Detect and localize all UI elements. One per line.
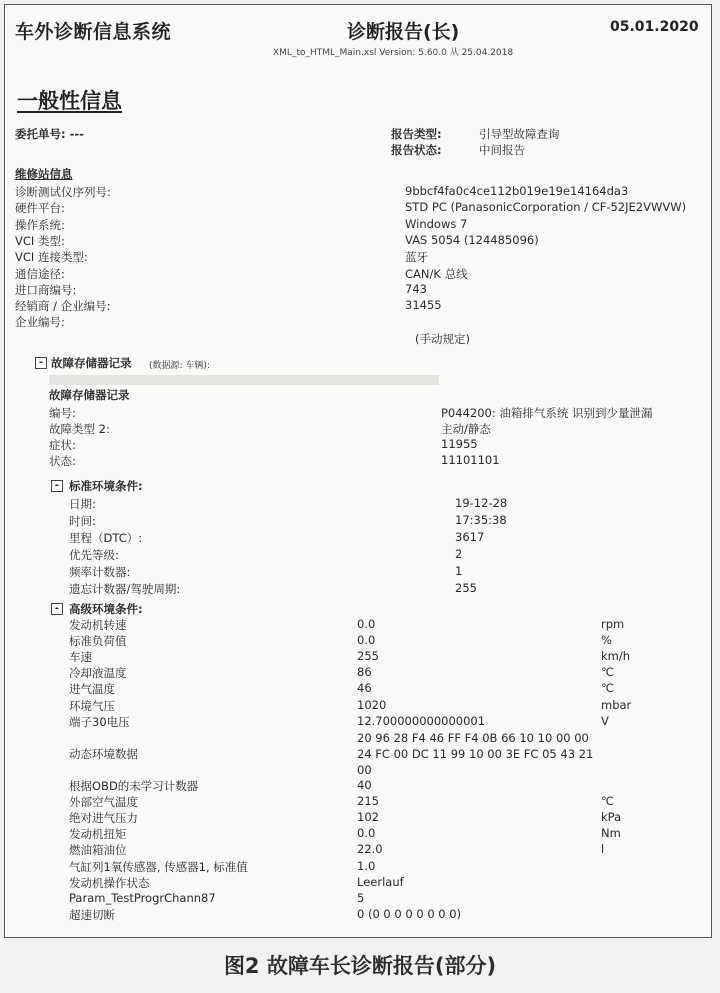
row-label: 发动机扭矩 [69,827,127,842]
row-label: 故障类型 2: [49,422,110,436]
row-value: 255 [357,649,379,664]
row-value: 40 [357,778,372,792]
row-unit: rpm [601,617,625,631]
report-status-label: 报告状态: [391,143,442,157]
row-value: 主动/静态 [441,422,491,436]
row-label: 频率计数器: [69,565,131,579]
row-label: 遗忘计数器/驾驶周期: [69,582,181,596]
report-type-label: 报告类型: [391,127,442,141]
row-value: 46 [357,681,372,696]
advanced-env-collapse-toggle[interactable]: - [51,603,63,615]
row-label: 里程（DTC）: [69,531,143,545]
row-label: 根据OBD的未学习计数器 [69,779,199,793]
row-value: 9bbcf4fa0c4ce112b019e19e14164da3 [405,184,629,198]
standard-env-collapse-toggle[interactable]: - [51,480,63,492]
row-value: 1 [455,564,463,578]
row-label: 企业编号: [15,315,65,330]
row-value: CAN/K 总线 [405,266,468,281]
row-label: 日期: [69,497,96,511]
fault-entry-heading: 故障存储器记录 [49,388,130,402]
row-value: 215 [357,794,379,809]
row-value: 0.0 [357,617,376,631]
row-label: 动态环境数据 [69,746,138,761]
row-unit: l [601,842,605,857]
entry-header-band [49,375,439,385]
row-value: 0 (0 0 0 0 0 0 0 0) [357,906,462,921]
row-value: 0.0 [357,633,376,648]
row-value: 102 [357,810,379,825]
row-label: 燃油箱油位 [69,843,127,858]
row-value: 1020 [357,697,387,712]
row-value: 17:35:38 [455,513,507,527]
report-page [4,4,712,938]
version-line: XML_to_HTML_Main.xsl Version: 5.60.0 从 25.04.2018 [273,48,514,58]
row-value: P044200: 油箱排气系统 识别到少量泄漏 [441,406,653,420]
row-value: VAS 5054 (124485096) [405,232,539,247]
row-unit: % [601,633,612,648]
row-value: 11101101 [441,453,500,467]
row-value: 20 96 28 F4 46 FF F4 0B 66 10 10 00 00 24 FC 00 DC 11 99 10 00 3E FC 05 43 21 00 [357,730,594,777]
row-label: 冷却液温度 [69,666,127,681]
row-label: 通信途径: [15,266,65,281]
row-value: 1.0 [357,858,376,873]
general-info-heading: 一般性信息 [17,89,122,113]
row-label: Param_TestProgrChann87 [69,890,216,905]
row-label: 环境气压 [69,698,115,713]
row-label: 经销商 / 企业编号: [15,299,111,314]
row-label: VCI 类型: [15,233,65,248]
report-title: 诊断报告(长) [347,21,460,43]
row-unit: kPa [601,810,622,825]
system-title: 车外诊断信息系统 [15,21,172,43]
row-value: 86 [357,665,372,680]
row-label: 发动机转速 [69,618,127,632]
row-unit: ℃ [601,681,614,696]
row-label: 进气温度 [69,682,115,697]
fault-memory-source: (数据源: 车辆): [149,361,210,371]
row-label: VCI 连接类型: [15,250,88,265]
row-value: 0.0 [357,826,376,841]
row-value: 19-12-28 [455,496,508,510]
row-value: 5 [357,890,365,905]
row-unit: V [601,713,609,728]
row-label: 绝对进气压力 [69,811,138,826]
fault-memory-heading: 故障存储器记录 [51,356,132,370]
row-unit: Nm [601,826,621,841]
fault-memory-collapse-toggle[interactable]: - [35,357,47,369]
row-value: Windows 7 [405,216,468,231]
row-label: 状态: [49,454,76,468]
row-value: STD PC (PanasonicCorporation / CF-52JE2VWVW) [405,200,687,215]
row-value: 22.0 [357,842,383,857]
row-label: 车速 [69,650,92,665]
row-unit: km/h [601,649,631,664]
row-unit: mbar [601,697,632,712]
row-value: 743 [405,281,427,296]
row-unit: ℃ [601,794,614,809]
row-label: 进口商编号: [15,282,77,297]
row-value: 31455 [405,298,442,313]
report-type-value: 引导型故障查询 [479,127,560,141]
standard-env-heading: 标准环境条件: [69,479,143,493]
workshop-heading: 维修站信息 [15,167,73,181]
row-label: 气缸列1氧传感器, 传感器1, 标准值 [69,859,248,874]
report-status-value: 中间报告 [479,143,525,157]
row-label: 发动机操作状态 [69,875,150,890]
row-value: 2 [455,547,463,561]
row-unit: ℃ [601,665,614,680]
row-value: 12.700000000000001 [357,713,486,728]
figure-caption: 图2 故障车长诊断报告(部分) [223,954,497,978]
row-label: 优先等级: [69,548,119,562]
row-label: 标准负荷值 [69,634,127,649]
manual-note: (手动规定) [415,332,470,346]
order-number: 委托单号: --- [15,127,84,141]
row-value: 11955 [441,437,478,451]
row-label: 外部空气温度 [69,795,138,810]
row-value: Leerlauf [357,874,404,889]
row-label: 端子30电压 [69,714,130,729]
row-value: 255 [455,581,477,595]
row-label: 症状: [49,438,76,452]
row-label: 超速切断 [69,907,115,922]
report-date: 05.01.2020 [610,19,699,35]
row-label: 操作系统: [15,217,65,232]
row-label: 编号: [49,406,76,420]
row-label: 硬件平台: [15,201,65,216]
row-label: 诊断测试仪序列号: [15,185,111,199]
row-value: 蓝牙 [405,250,428,265]
row-value: 3617 [455,530,485,544]
advanced-env-heading: 高级环境条件: [69,602,143,616]
row-label: 时间: [69,514,96,528]
